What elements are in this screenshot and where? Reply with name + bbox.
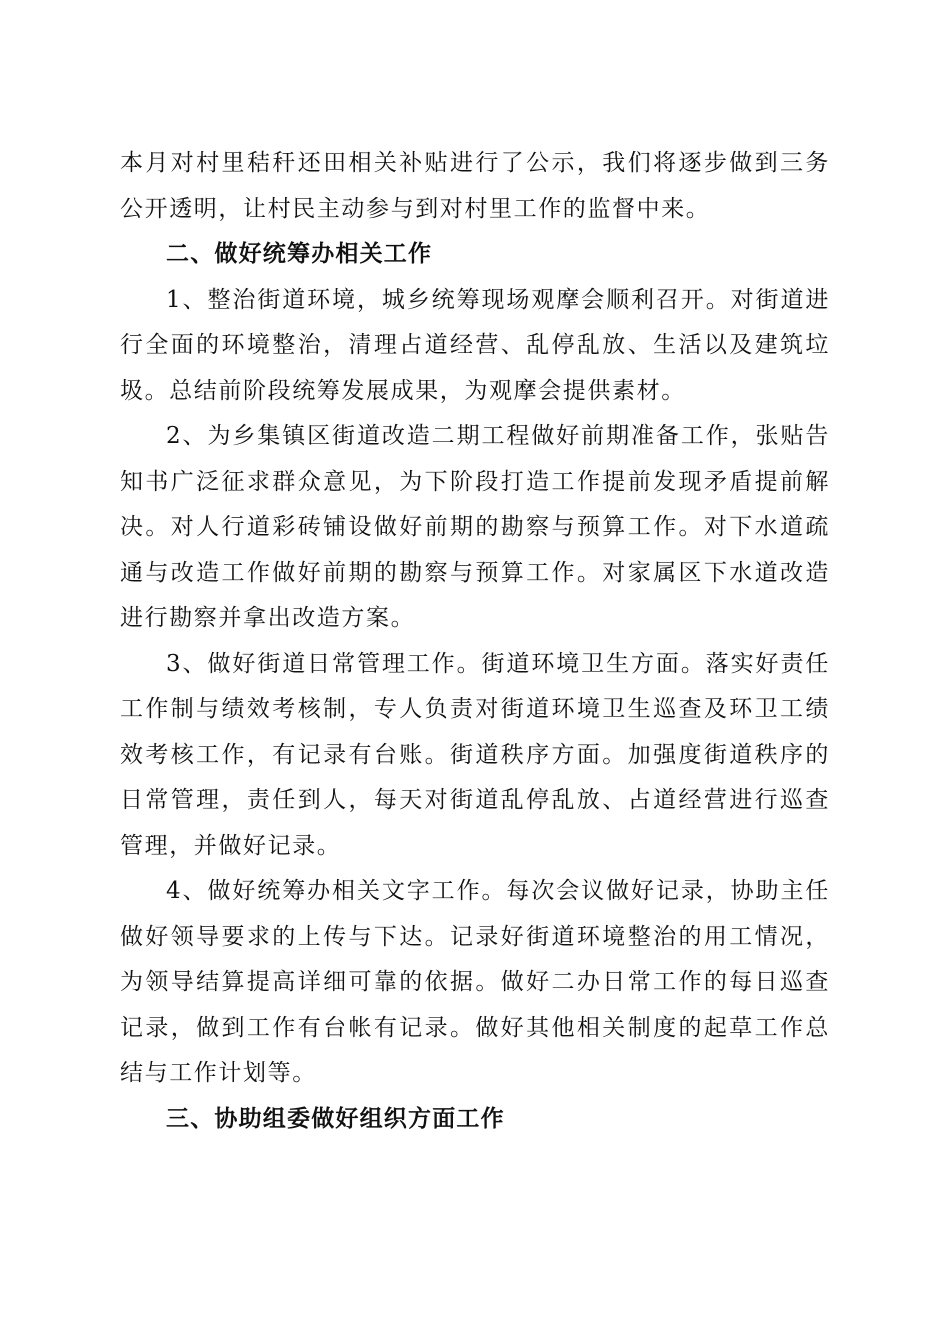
list-item-2: 2、为乡集镇区街道改造二期工程做好前期准备工作，张贴告知书广泛征求群众意见，为下阶段打造工作提前发现矛盾提前解决。对人行道彩砖铺设做好前期的勘察与预算工作。对下水道疏通与改造工作做好前期的勘察与预算工作。对家属区下水道改造进行勘察并拿出改造方案。 [120, 423, 830, 631]
section-heading-2: 二、做好统筹办相关工作 [166, 241, 433, 267]
list-item-1: 1、整治街道环境，城乡统筹现场观摩会顺利召开。对街道进行全面的环境整治，清理占道经营、乱停乱放、生活以及建筑垃圾。总结前阶段统筹发展成果，为观摩会提供素材。 [120, 286, 830, 404]
document-page [120, 141, 830, 1142]
list-item-4: 4、做好统筹办相关文字工作。每次会议做好记录，协助主任做好领导要求的上传与下达。记录好街道环境整治的用工情况，为领导结算提高详细可靠的依据。做好二办日常工作的每日巡查记录，做到工作有台帐有记录。做好其他相关制度的起草工作总结与工作计划等。 [120, 878, 830, 1086]
continued-paragraph: 本月对村里秸秆还田相关补贴进行了公示，我们将逐步做到三务公开透明，让村民主动参与到对村里工作的监督中来。 [120, 150, 830, 222]
list-item-3: 3、做好街道日常管理工作。街道环境卫生方面。落实好责任工作制与绩效考核制，专人负责对街道环境卫生巡查及环卫工绩效考核工作，有记录有台账。街道秩序方面。加强度街道秩序的日常管理，责任到人，每天对街道乱停乱放、占道经营进行巡查管理，并做好记录。 [120, 650, 830, 859]
section-heading-3: 三、协助组委做好组织方面工作 [166, 1105, 505, 1132]
